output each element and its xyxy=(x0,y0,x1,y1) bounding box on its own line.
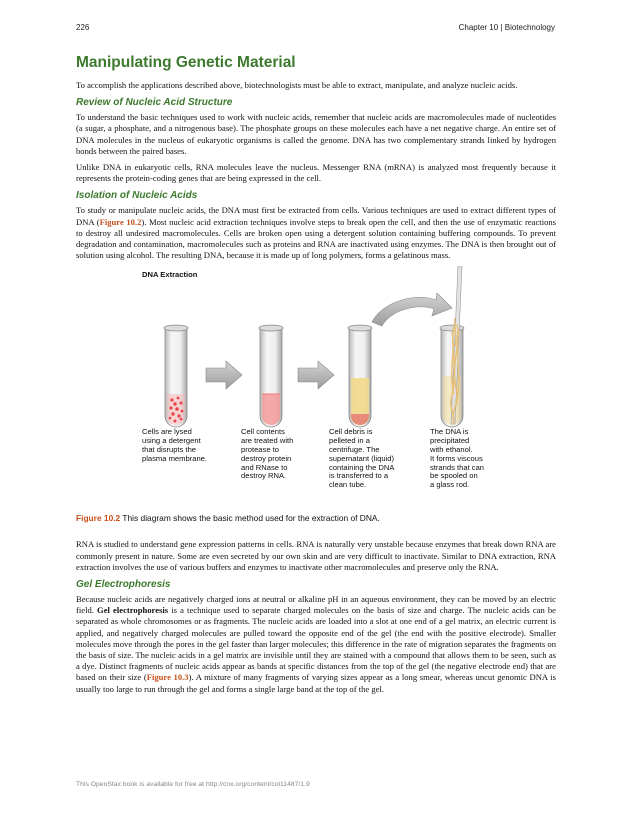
intro-paragraph: To accomplish the applications described above, biotechnologists must be able to extract, manipulate, and analyze nucleic acids. xyxy=(76,80,518,90)
figure-caption xyxy=(76,513,556,523)
footer-note: This OpenStax book is available for free at http://cnx.org/content/col11487/1.9 xyxy=(76,781,310,788)
figure-caption-label: Figure 10.2 xyxy=(76,513,121,524)
chapter-header: Chapter 10 | Biotechnology xyxy=(458,23,555,32)
step-2-label: Cell contents are treated with protease to destroy protein and RNase to destroy RNA. xyxy=(241,427,294,481)
arrow-2-icon xyxy=(298,361,334,389)
tube-2-icon xyxy=(259,325,283,427)
page-number: 226 xyxy=(76,23,90,32)
gel-term: Gel electrophoresis xyxy=(97,605,169,616)
tube-3-icon xyxy=(348,325,372,427)
isolation-text-b: ). Most nucleic acid extraction techniques involve steps to break open the cell, and then the use of enzymatic reactions to destroy all undesired macromolecules. Cells are broken open using a detergent solution containing buffering compounds. To prevent degradation and contamination, macromolecules such as proteins and RNA are inactivated using enzymes. The DNA is then brought out of solution using alcohol. The resulting DNA, because it is made up of long polymers, forms a gelatinous mass. xyxy=(76,216,557,261)
gel-heading: Gel Electrophoresis xyxy=(76,579,171,591)
section-title: Manipulating Genetic Material xyxy=(76,54,296,71)
isolation-paragraph xyxy=(76,205,556,261)
arrow-1-icon xyxy=(206,361,242,389)
transfer-arrow-icon xyxy=(372,293,452,326)
step-4-label: The DNA is precipitated with ethanol. It forms viscous strands that can be spooled on a glass rod. xyxy=(430,427,485,490)
tube-1-icon xyxy=(164,325,188,427)
review-heading: Review of Nucleic Acid Structure xyxy=(76,97,233,109)
figure-10-3-link[interactable]: Figure 10.3 xyxy=(146,672,189,683)
isolation-heading: Isolation of Nucleic Acids xyxy=(76,190,198,202)
figure-caption-text: This diagram shows the basic method used for the extraction of DNA. xyxy=(120,513,380,524)
step-1-label: Cells are lysed using a detergent that disrupts the plasma membrane. xyxy=(142,427,207,463)
rna-paragraph: RNA is studied to understand gene expression patterns in cells. RNA is naturally very unstable because enzymes that break down RNA are commonly present in nature. Some are even secreted by our own skin and are very difficult to inactivate. Similar to DNA extraction, RNA extraction involves the use of various buffers and enzymes to inactivate other macromolecules and preserve only the RNA. xyxy=(76,539,556,572)
figure-10-2-link[interactable]: Figure 10.2 xyxy=(99,216,142,227)
page-content xyxy=(76,54,556,700)
gel-text-a: Because nucleic acids are negatively charged ions at neutral or alkaline pH in an aqueous environment, they can be moved by an electric field. xyxy=(76,594,556,616)
review-paragraph-2: Unlike DNA in eukaryotic cells, RNA molecules leave the nucleus. Messenger RNA (mRNA) is analyzed most frequently because it represents the protein-coding genes that are being expressed in the cell. xyxy=(76,162,556,184)
isolation-text-a: To study or manipulate nucleic acids, the DNA must first be extracted from cells. Various techniques are used to extract different types of DNA ( xyxy=(76,205,556,227)
figure-title: DNA Extraction xyxy=(142,270,198,280)
gel-text-c: ). A mixture of many fragments of varying sizes appear as a long smear, whereas uncut genomic DNA is usually too large to run through the gel and forms a single large band at the top of the gel. xyxy=(76,672,557,694)
gel-text-b: is a technique used to separate charged molecules on the basis of size and charge. The nucleic acids can be separated as whole chromosomes or as fragments. The nucleic acids are loaded into a slot at one end of a gel matrix, an electric current is applied, and negatively charged molecules are pulled toward the opposite end of the gel (the end with the positive electrode). Smaller molecules move through the pores in the gel faster than larger molecules; this difference in the rate of migration separates the fragments on the basis of size. The nucleic acids in a gel matrix are invisible until they are stained with a compound that allows them to be seen, such as a dye. Distinct fragments of nucleic acids appear as bands at specific distances from the top of the gel (the negative electrode end) that are based on their size ( xyxy=(76,605,556,683)
step-3-label: Cell debris is pelleted in a centrifuge. The supernatant (liquid) containing the DNA is transferred to a clean tube. xyxy=(329,427,395,490)
gel-paragraph xyxy=(76,594,556,695)
review-paragraph-1: To understand the basic techniques used to work with nucleic acids, remember that nucleic acids are macromolecules made of nucleotides (a sugar, a phosphate, and a nitrogenous base). The phosphate groups on these molecules each have a net negative charge. An entire set of DNA molecules in the nucleus of eukaryotic organisms is called the genome. DNA has two complementary strands linked by hydrogen bonds between the paired bases. xyxy=(76,112,556,156)
dna-extraction-figure xyxy=(76,266,556,511)
